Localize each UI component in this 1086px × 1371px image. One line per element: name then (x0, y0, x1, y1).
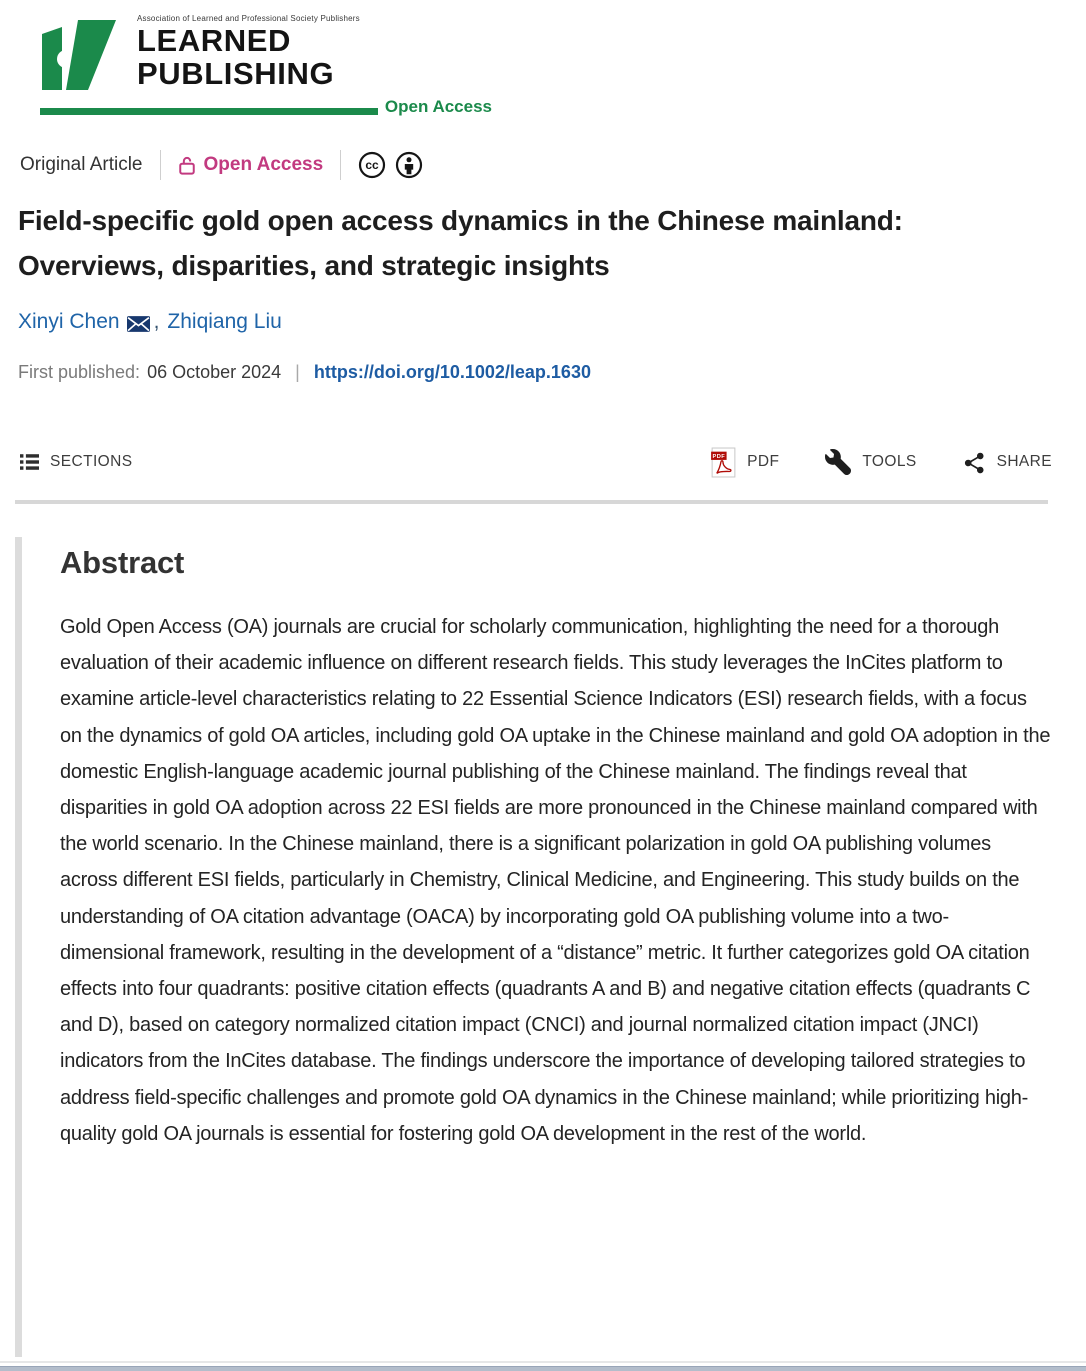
wrench-icon (825, 449, 851, 475)
logo-green-rule (40, 108, 378, 115)
author-list (18, 310, 282, 334)
pdf-file-icon (711, 447, 736, 478)
journal-name-line1: LEARNED (137, 23, 292, 58)
footer-bar (0, 1366, 1086, 1371)
abstract-text: Gold Open Access (OA) journals are crucial for scholarly communication, highlighting the need for a thorough evaluation of their academic influence on different research fields. This study leverages the InCites platform to examine article-level characteristics relating to 22 Essential Science Indicators (ESI) research fields, with a focus on the dynamics of gold OA articles, including gold OA uptake in the Chinese mainland and gold OA adoption in the domestic English-language academic journal publishing of the Chinese mainland. The findings reveal that disparities in gold OA adoption across 22 ESI fields are more pronounced in the Chinese mainland compared with the world scenario. In the Chinese mainland, there is a significant polarization in gold OA publishing volumes across different ESI fields, particularly in Chemistry, Clinical Medicine, and Engineering. This study builds on the understanding of OA citation advantage (OACA) by incorporating gold OA publishing volume into a two-dimensional framework, resulting in the development of a “distance” metric. It further categorizes gold OA citation effects into four quadrants: positive citation effects (quadrants A and B) and negative citation effects (quadrants C and D), based on category normalized citation impact (CNCI) and journal normalized citation impact (JNCI) indicators from the InCites database. The findings underscore the importance of developing tailored strategies to address field-specific challenges and promote gold OA dynamics in the Chinese mainland; while prioritizing high-quality gold OA journals is essential for fostering gold OA development in the rest of the world. (60, 616, 1051, 1145)
article-type-label: Original Article (20, 154, 143, 175)
share-label: SHARE (996, 453, 1052, 470)
tools-label: TOOLS (862, 453, 917, 470)
pdf-label: PDF (747, 453, 780, 470)
meta-divider (340, 150, 341, 180)
cc-attribution-icon (395, 151, 423, 179)
article-toolbar (20, 444, 1052, 480)
journal-name-line2: PUBLISHING (137, 56, 335, 91)
publication-info (18, 362, 591, 383)
alpsp-logo-icon (40, 20, 120, 92)
open-access-badge[interactable] (178, 154, 324, 177)
share-button[interactable] (963, 451, 1052, 474)
open-access-label: Open Access (203, 154, 324, 175)
share-icon (963, 451, 986, 474)
publication-divider: | (295, 362, 300, 382)
author-link-first[interactable]: Xinyi Chen (18, 310, 120, 333)
email-envelope-icon[interactable] (127, 316, 150, 332)
tools-button[interactable] (825, 449, 916, 475)
svg-text:PDF: PDF (712, 453, 726, 460)
association-name: Association of Learned and Professional Society Publishers (137, 14, 360, 23)
doi-link[interactable]: https://doi.org/10.1002/leap.1630 (313, 362, 591, 382)
abstract-section (15, 537, 1056, 1357)
author-separator: , (153, 310, 160, 333)
creative-commons-icon (358, 151, 386, 179)
svg-text:cc: cc (365, 158, 379, 173)
article-meta-row (20, 149, 423, 181)
first-published-label: First published: (18, 362, 141, 382)
sections-button[interactable] (20, 453, 132, 471)
open-lock-icon (178, 154, 196, 177)
meta-divider (160, 150, 161, 180)
license-icons[interactable] (358, 151, 423, 179)
journal-open-access-tagline: Open Access (384, 97, 492, 116)
footer-divider (0, 1361, 1086, 1363)
sections-list-icon (20, 453, 39, 471)
article-title: Field-specific gold open access dynamics in the Chinese mainland: Overviews, disparities, and strategic insights (18, 205, 903, 281)
sections-label: SECTIONS (50, 453, 133, 470)
pdf-button[interactable] (711, 447, 779, 478)
publication-date: 06 October 2024 (147, 362, 282, 382)
toolbar-divider (15, 500, 1048, 504)
author-link-second[interactable]: Zhiqiang Liu (167, 310, 282, 333)
abstract-heading: Abstract (60, 545, 185, 580)
